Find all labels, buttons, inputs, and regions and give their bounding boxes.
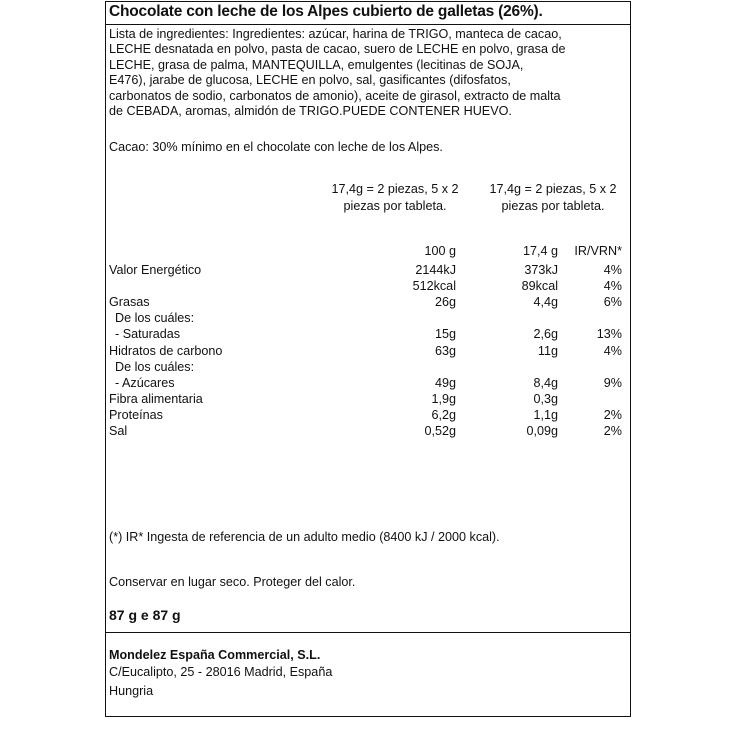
cacao-note: Cacao: 30% mínimo en el chocolate con leche de los Alpes. <box>109 140 443 154</box>
table-row <box>109 344 629 360</box>
row-label: Fibra alimentaria <box>109 392 203 406</box>
net-weight: 87 g e 87 g <box>109 607 181 623</box>
storage-note: Conservar en lugar seco. Proteger del calor. <box>109 575 356 589</box>
table-row <box>109 311 629 327</box>
ingredients-line: de CEBADA, aromas, almidón de TRIGO.PUEDE CONTENER HUEVO. <box>109 104 512 119</box>
ir-note: (*) IR* Ingesta de referencia de un adulto medio (8400 kJ / 2000 kcal). <box>109 530 500 544</box>
table-row <box>109 327 629 343</box>
row-portion: 1,1g <box>533 408 558 422</box>
table-row <box>109 295 629 311</box>
row-portion: 0,3g <box>533 392 558 406</box>
title-divider <box>105 24 631 25</box>
row-label: - Azúcares <box>115 376 175 390</box>
ingredients-line: LECHE desnatada en polvo, pasta de cacao, suero de LECHE en polvo, grasa de <box>109 42 566 57</box>
table-row <box>109 376 629 392</box>
row-portion: 4,4g <box>533 295 558 309</box>
ingredients-list <box>109 27 627 119</box>
row-portion: 2,6g <box>533 327 558 341</box>
portion-left-line1: 17,4g = 2 piezas, 5 x 2 <box>331 182 459 196</box>
ingredients-line: carbonatos de sodio, carbonatos de amonio), aceite de girasol, extracto de malta <box>109 88 561 103</box>
table-header <box>109 244 629 260</box>
row-portion: 11g <box>537 344 558 358</box>
row-label: Grasas <box>109 295 150 309</box>
row-ir: 9% <box>603 376 622 390</box>
row-label: De los cuáles: <box>115 360 195 374</box>
row-ir: 4% <box>603 344 622 358</box>
company-country: Hungria <box>109 684 154 698</box>
ingredients-line: LECHE, grasa de palma, MANTEQUILLA, emulgentes (lecitinas de SOJA, <box>109 57 524 72</box>
header-per100: 100 g <box>424 244 456 258</box>
row-ir: 2% <box>603 408 622 422</box>
row-per100: 15g <box>434 327 456 341</box>
table-row <box>109 424 629 440</box>
table-row <box>109 360 629 376</box>
row-per100: 26g <box>434 295 456 309</box>
row-ir: 6% <box>603 295 622 309</box>
row-portion: 8,4g <box>533 376 558 390</box>
portion-left-line2: piezas por tableta. <box>343 199 447 213</box>
row-ir: 4% <box>603 263 622 277</box>
row-label: Hidratos de carbono <box>109 344 223 358</box>
row-portion: 89kcal <box>521 279 558 293</box>
row-ir: 2% <box>603 424 622 438</box>
row-per100: 49g <box>434 376 456 390</box>
portion-right-line1: 17,4g = 2 piezas, 5 x 2 <box>489 182 617 196</box>
row-label: - Saturadas <box>115 327 181 341</box>
table-row <box>109 279 629 295</box>
row-label: De los cuáles: <box>115 311 195 325</box>
ingredients-line: Lista de ingredientes: Ingredientes: azúcar, harina de TRIGO, manteca de cacao, <box>109 27 562 41</box>
row-label: Proteínas <box>109 408 163 422</box>
row-ir: 13% <box>596 327 622 341</box>
company-address: C/Eucalipto, 25 - 28016 Madrid, España <box>109 665 333 679</box>
company-name: Mondelez España Commercial, S.L. <box>109 648 321 662</box>
table-row <box>109 263 629 279</box>
ingredients-line: E476), jarabe de glucosa, LECHE en polvo, sal, gasificantes (difosfatos, <box>109 73 511 88</box>
header-portion: 17,4 g <box>522 244 558 258</box>
row-label: Sal <box>109 424 128 438</box>
row-per100: 6,2g <box>431 408 456 422</box>
table-row <box>109 408 629 424</box>
row-label: Valor Energético <box>109 263 202 277</box>
portion-left <box>325 181 465 215</box>
row-per100: 63g <box>434 344 456 358</box>
row-per100: 1,9g <box>431 392 456 406</box>
table-row <box>109 392 629 408</box>
row-per100: 512kcal <box>412 279 456 293</box>
weight-divider <box>105 632 631 633</box>
row-per100: 2144kJ <box>415 263 456 277</box>
row-ir: 4% <box>603 279 622 293</box>
row-per100: 0,52g <box>424 424 456 438</box>
header-ir: IR/VRN* <box>574 244 622 258</box>
row-portion: 373kJ <box>524 263 558 277</box>
portion-right <box>478 181 628 215</box>
row-portion: 0,09g <box>526 424 558 438</box>
product-title: Chocolate con leche de los Alpes cubierto de galletas (26%). <box>109 3 543 20</box>
portion-right-line2: piezas por tableta. <box>501 199 605 213</box>
